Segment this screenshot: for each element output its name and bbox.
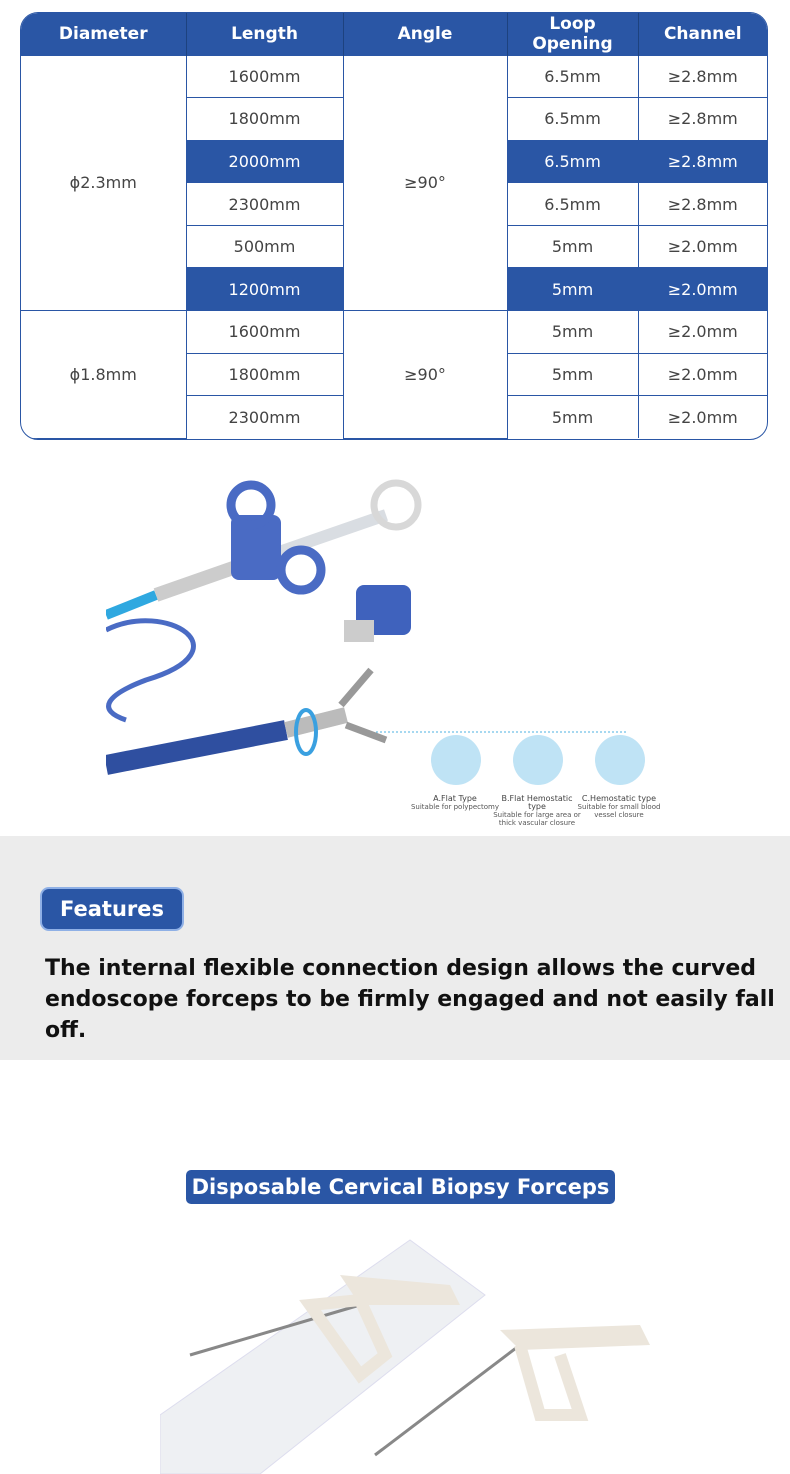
loop-opening-cell: 5mm bbox=[507, 311, 638, 354]
channel-cell: ≥2.0mm bbox=[638, 353, 767, 396]
loop-opening-cell: 6.5mm bbox=[507, 183, 638, 226]
clip-type-desc: Suitable for large area or thick vascular closure bbox=[493, 811, 581, 827]
spec-table bbox=[20, 12, 768, 440]
loop-opening-cell: 6.5mm bbox=[507, 98, 638, 141]
channel-cell: ≥2.0mm bbox=[638, 311, 767, 354]
table-row bbox=[21, 55, 767, 98]
clip-type-caption bbox=[574, 795, 664, 819]
clip-type-caption bbox=[492, 795, 582, 827]
product-title: Disposable Cervical Biopsy Forceps bbox=[186, 1170, 615, 1204]
header-angle: Angle bbox=[343, 13, 507, 55]
length-cell: 1800mm bbox=[186, 353, 343, 396]
length-cell: 1600mm bbox=[186, 55, 343, 98]
loop-opening-cell: 5mm bbox=[507, 225, 638, 268]
clip-type-title: A.Flat Type bbox=[433, 794, 477, 803]
header-channel: Channel bbox=[638, 13, 767, 55]
channel-cell: ≥2.0mm bbox=[638, 268, 767, 311]
length-cell: 2000mm bbox=[186, 140, 343, 183]
channel-cell: ≥2.0mm bbox=[638, 396, 767, 439]
channel-cell: ≥2.8mm bbox=[638, 140, 767, 183]
table-row bbox=[21, 311, 767, 354]
loop-opening-cell: 6.5mm bbox=[507, 55, 638, 98]
length-cell: 2300mm bbox=[186, 396, 343, 439]
features-text: The internal flexible connection design allows the curved endoscope forceps to be firmly engaged and not easily fall off. bbox=[45, 956, 775, 1043]
clip-type-caption bbox=[410, 795, 500, 811]
length-cell: 1800mm bbox=[186, 98, 343, 141]
clip-type-title: B.Flat Hemostatic type bbox=[501, 794, 573, 811]
clip-type-desc: Suitable for small blood vessel closure bbox=[577, 803, 661, 819]
angle-cell: ≥90° bbox=[343, 55, 507, 311]
diameter-cell: ϕ2.3mm bbox=[21, 55, 186, 311]
length-cell: 2300mm bbox=[186, 183, 343, 226]
channel-cell: ≥2.8mm bbox=[638, 98, 767, 141]
header-length: Length bbox=[186, 13, 343, 55]
product-image-hemoclip bbox=[106, 470, 686, 820]
clip-type-title: C.Hemostatic type bbox=[581, 794, 657, 803]
header-diameter: Diameter bbox=[21, 13, 186, 55]
angle-cell: ≥90° bbox=[343, 311, 507, 439]
loop-opening-cell: 6.5mm bbox=[507, 140, 638, 183]
clip-type-desc: Suitable for polypectomy bbox=[410, 803, 500, 811]
length-cell: 500mm bbox=[186, 225, 343, 268]
diameter-cell: ϕ1.8mm bbox=[21, 311, 186, 439]
loop-opening-cell: 5mm bbox=[507, 268, 638, 311]
loop-opening-cell: 5mm bbox=[507, 396, 638, 439]
channel-cell: ≥2.8mm bbox=[638, 55, 767, 98]
channel-cell: ≥2.0mm bbox=[638, 225, 767, 268]
length-cell: 1600mm bbox=[186, 311, 343, 354]
product-image-biopsy-forceps bbox=[160, 1235, 660, 1474]
channel-cell: ≥2.8mm bbox=[638, 183, 767, 226]
features-badge: Features bbox=[42, 889, 182, 929]
header-loop-opening: Loop Opening bbox=[507, 13, 638, 55]
length-cell: 1200mm bbox=[186, 268, 343, 311]
loop-opening-cell: 5mm bbox=[507, 353, 638, 396]
